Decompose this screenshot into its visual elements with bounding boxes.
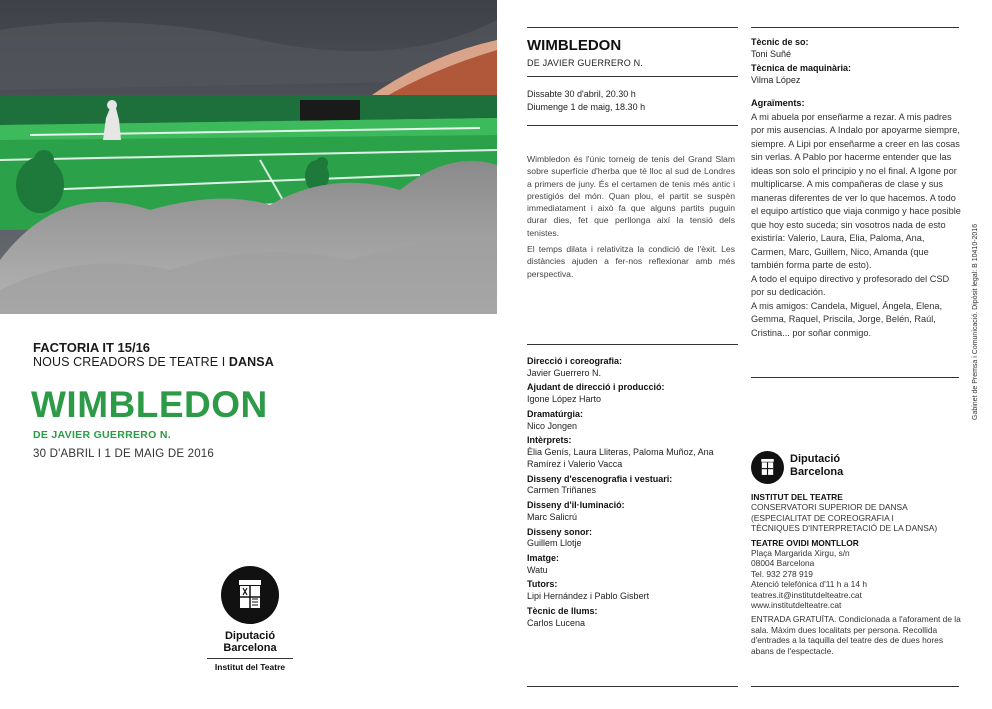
credit-item: Disseny sonor: Guillem Llotje [527, 526, 593, 549]
acknowledgements [751, 97, 961, 340]
cover-illustration [0, 0, 497, 314]
diputacio-name-small: Diputació Barcelona [790, 453, 844, 478]
credits-top-rule [527, 344, 738, 345]
tech-credits [751, 37, 961, 90]
credit-item: Intèrprets: Èlia Genís, Laura Lliteras, Paloma Muñoz, Ana Ramírez i Valerio Vacca [527, 435, 714, 469]
diputacio-seal-icon [221, 566, 279, 624]
credit-item: Tutors: Lipi Hernández i Pablo Gisbert [527, 579, 650, 602]
tech-item: Tècnic de so: Toni Suñé [751, 37, 809, 59]
acknowledgements-heading: Agraïments: [751, 98, 805, 108]
institute-block: INSTITUT DEL TEATRE CONSERVATORI SUPERIOR DE DANSA (ESPECIALITAT DE COREOGRAFIA I TÈCNIQUES D'INTERPRETACIÓ DE LA DANSA) [751, 492, 938, 534]
acknowledgements-text: A mi abuela por enseñarme a rezar. A mis padres por mis ausencias. A Indalo por apoyarme siempre, siempre. A Lipi por enseñarme a creer en las cosas sin verlas. A Pablo por hacerme entender que las ideas son solo el principio y no el final. A Igone por multiplicarse. A mis compañeras de clase y sus maneras diferentes de ver lo que hacemos. A todo el equipo artístico que viaja conmigo y hace posible que hoy esto suceda; sin vosotros nada de esto existiría: Valerio, Laura, Elia, Paloma, Ana, Carmen, Marc, Guillem, Nico, Amanda (que también forma parte de esto). [751, 111, 961, 270]
credits-bottom-rule [527, 686, 738, 687]
credit-item: Disseny d'il·luminació: Marc Salicrú [527, 500, 625, 522]
diputacio-logo-small [751, 451, 891, 487]
institute-name: Institut del Teatre [214, 662, 286, 672]
venue-info [751, 492, 966, 660]
acknowledgements-text-2: A todo el equipo directivo y profesorado del CSD por su dedicación. [751, 273, 950, 297]
credit-item: Tècnic de llums: Carlos Lucena [527, 605, 598, 628]
entry-note: ENTRADA GRATUÏTA. Condicionada a l'aforament de la sala. Màxim dues localitats per persona. Recollida d'entrades a la taquilla del teatre des de dues hores abans de l'espectacle. [751, 614, 961, 656]
series-title: FACTORIA IT 15/16 [33, 340, 151, 355]
theatre-block: TEATRE OVIDI MONTLLOR Plaça Margarida Xirgu, s/n 08004 Barcelona Tel. 932 278 919 Atenció telefònica d'11 h a 14 h teatres.it@institutdelteatre.cat www.institutdelteatre.cat [751, 538, 966, 611]
cover-author: DE JAVIER GUERRERO N. [33, 429, 171, 441]
series-subtitle-a: NOUS CREADORS DE TEATRE I [33, 355, 229, 369]
thanks-bottom-rule [751, 377, 959, 378]
email-link[interactable]: teatres.it@institutdelteatre.cat [751, 589, 862, 600]
show-description [527, 153, 735, 284]
website-link[interactable]: www.institutdelteatre.cat [751, 600, 842, 611]
tennis-court-illustration [0, 0, 497, 314]
description-paragraph: Wimbledon és l'únic torneig de tenis del Grand Slam sobre superfície d'herba que té lloc al sud de Londres a primers de juny. És el certamen de tenis més antic i prestigiós del món. Quan plou, el partit se suspèn immediatament i això fa que alguns partits puguin durar dies, fet que perllonga així la tensió dels tenistes. [527, 154, 735, 238]
credit-item: Ajudant de direcció i producció: Igone López Harto [527, 382, 665, 405]
diputacio-seal-icon [751, 451, 784, 484]
top-rule-col3 [751, 27, 959, 28]
dates-rule [527, 125, 738, 126]
series-subtitle [33, 355, 274, 369]
show-date-1: Dissabte 30 d'abril, 20.30 h [527, 89, 636, 99]
series-subtitle-b: DANSA [228, 355, 274, 369]
credit-item: Dramatúrgia: Nico Jongen [527, 408, 584, 431]
logo-divider [207, 658, 293, 659]
credit-item: Disseny d'escenografia i vestuari: Carmen Triñanes [527, 473, 673, 496]
acknowledgements-text-3: A mis amigos: Candela, Miguel, Ángela, Elena, Gemma, Raquel, Priscila, Jorge, Belén, Raúl, Cristina... por soñar conmigo. [751, 300, 942, 338]
cover-dates: 30 D'ABRIL I 1 DE MAIG DE 2016 [33, 448, 214, 460]
show-dates [527, 88, 645, 114]
credits-list [527, 356, 737, 632]
credit-item: Direcció i coreografia: Javier Guerrero N. [527, 356, 623, 378]
legal-deposit-text: Gabinet de Premsa i Comunicació. Dipòsit legal: B 10410-2016 [972, 223, 979, 420]
diputacio-logo [205, 566, 295, 672]
diputacio-name: Diputació Barcelona [223, 630, 277, 654]
show-date-2: Diumenge 1 de maig, 18.30 h [527, 102, 646, 112]
info-bottom-rule [751, 686, 959, 687]
title-rule [527, 76, 738, 77]
tech-item: Tècnica de maquinària: Vilma López [751, 63, 852, 86]
top-rule-col2 [527, 27, 738, 28]
credit-item: Imatge: Watu [527, 552, 560, 575]
show-author: DE JAVIER GUERRERO N. [527, 58, 644, 68]
description-paragraph: El temps dilata i relativitza la condició de l'èxit. Les distàncies ajuden a fer-nos reflexionar amb més perspectiva. [527, 244, 735, 279]
show-title: WIMBLEDON [527, 37, 622, 54]
cover-title: WIMBLEDON [31, 384, 268, 425]
